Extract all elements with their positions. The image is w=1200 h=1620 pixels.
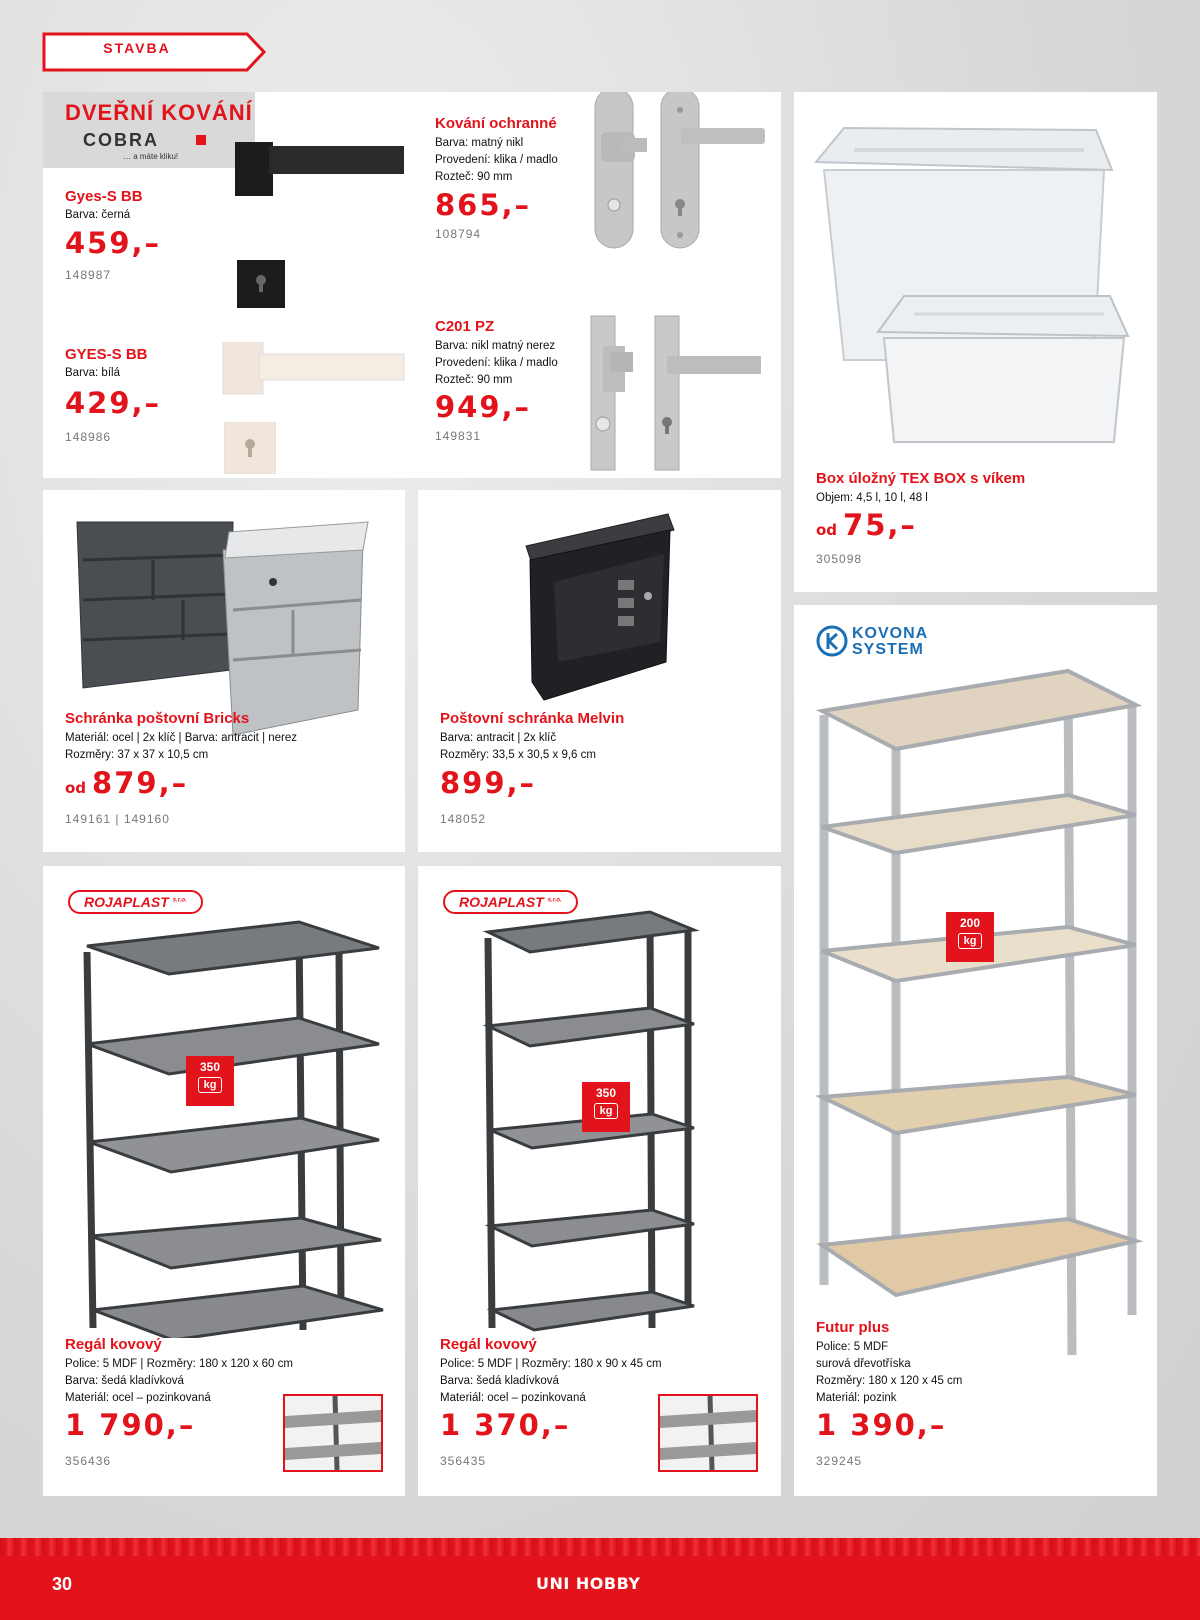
product-code: 149161 | 149160 [65, 812, 170, 826]
weight-icon: kg [958, 933, 983, 949]
product-spec: Police: 5 MDF [816, 1341, 889, 1353]
product-code: 148052 [440, 812, 487, 826]
product-code: 148986 [65, 430, 112, 444]
product-price: 1 390,– [816, 1408, 947, 1442]
card-futur [794, 605, 1157, 1496]
load-value: 200 [959, 916, 981, 930]
brand-name: ROJAPLAST [459, 894, 544, 910]
product-spec: Barva: šedá kladívková [440, 1375, 559, 1387]
weight-icon: kg [198, 1077, 223, 1093]
product-title: Gyes-S BB [65, 188, 143, 205]
product-code: 356435 [440, 1454, 487, 1468]
product-spec: Barva: bílá [65, 367, 120, 379]
product-price: 865,– [435, 188, 532, 222]
kovona-logo-icon [816, 625, 848, 657]
footer-grunge [0, 1538, 1200, 1556]
shelf-detail-image [660, 1396, 756, 1470]
black-handle-image [233, 140, 408, 200]
load-value: 350 [595, 1086, 617, 1100]
product-code: 329245 [816, 1454, 863, 1468]
card-bricks [43, 490, 405, 852]
product-spec: Rozteč: 90 mm [435, 171, 513, 183]
cobra-logo-square-icon [196, 135, 206, 145]
detail-thumbnail [658, 1394, 758, 1472]
product-title: Poštovní schránka Melvin [440, 710, 625, 727]
shelf-galvanized-image [816, 665, 1146, 1365]
product-price: 949,– [435, 390, 532, 424]
product-spec: Barva: černá [65, 209, 131, 221]
white-rosette-image [224, 422, 276, 474]
price-value: 75,– [843, 508, 917, 542]
product-price: 1 370,– [440, 1408, 571, 1442]
product-title: Regál kovový [65, 1336, 162, 1353]
product-spec: Provedení: klika / madlo [435, 357, 558, 369]
product-spec: Materiál: ocel – pozinkovaná [65, 1392, 211, 1404]
product-price [65, 766, 188, 800]
product-spec: Barva: šedá kladívková [65, 1375, 184, 1387]
product-code: 108794 [435, 227, 482, 241]
footer-bar [0, 1538, 1200, 1620]
unihobby-logo: UNI HOBBY [536, 1574, 641, 1593]
product-spec: Rozměry: 37 x 37 x 10,5 cm [65, 749, 209, 761]
brand-suffix: s.r.o. [547, 897, 562, 904]
product-spec: Objem: 4,5 l, 10 l, 48 l [816, 492, 928, 504]
card-door-handles [43, 92, 781, 478]
melvin-mailbox-image [518, 512, 678, 702]
product-spec: Rozteč: 90 mm [435, 374, 513, 386]
card-regal-120 [43, 866, 405, 1496]
brand-suffix: s.r.o. [172, 897, 187, 904]
card-regal-90 [418, 866, 781, 1496]
product-spec: Police: 5 MDF | Rozměry: 180 x 120 x 60 cm [65, 1358, 293, 1370]
product-price: 899,– [440, 766, 537, 800]
product-price: 1 790,– [65, 1408, 196, 1442]
shelf-detail-image [285, 1396, 381, 1470]
product-spec: Rozměry: 33,5 x 30,5 x 9,6 cm [440, 749, 596, 761]
product-spec: Provedení: klika / madlo [435, 154, 558, 166]
load-value: 350 [199, 1060, 221, 1074]
product-code: 305098 [816, 552, 863, 566]
product-spec: Barva: matný nikl [435, 137, 524, 149]
kovona-line2: SYSTEM [852, 641, 924, 658]
price-prefix: od [816, 521, 838, 539]
product-spec: Rozměry: 180 x 120 x 45 cm [816, 1375, 963, 1387]
card-melvin [418, 490, 781, 852]
weight-icon: kg [594, 1103, 619, 1119]
load-capacity-badge [186, 1056, 234, 1106]
product-spec: Police: 5 MDF | Rozměry: 180 x 90 x 45 cm [440, 1358, 662, 1370]
product-price [816, 508, 917, 542]
brand-name: ROJAPLAST [84, 894, 169, 910]
product-spec: Materiál: ocel | 2x klíč | Barva: antracit | nerez [65, 732, 298, 744]
product-price: 459,– [65, 226, 162, 260]
product-title: GYES-S BB [65, 346, 148, 363]
product-price: 429,– [65, 386, 162, 420]
product-spec: Barva: nikl matný nerez [435, 340, 556, 352]
product-spec: surová dřevotříska [816, 1358, 911, 1370]
product-code: 149831 [435, 429, 482, 443]
kovona-line1: KOVONA [852, 625, 929, 642]
bricks-mailbox-image [73, 510, 383, 740]
banner-title: DVEŘNÍ KOVÁNÍ [65, 100, 253, 125]
white-handle-image [221, 342, 406, 396]
c201-handle-image [589, 314, 765, 474]
detail-thumbnail [283, 1394, 383, 1472]
protective-handle-image [591, 92, 771, 252]
card-texbox [794, 92, 1157, 592]
load-capacity-badge [582, 1082, 630, 1132]
price-value: 879,– [92, 766, 189, 800]
section-label: STAVBA [103, 40, 171, 56]
product-title: Kování ochranné [435, 115, 557, 132]
rojaplast-logo [68, 890, 203, 914]
cobra-banner [43, 92, 255, 168]
product-title: Schránka poštovní Bricks [65, 710, 250, 727]
product-spec: Materiál: ocel – pozinkovaná [440, 1392, 586, 1404]
product-code: 356436 [65, 1454, 112, 1468]
shelf-dark-image [79, 918, 399, 1338]
product-title: Futur plus [816, 1319, 890, 1336]
price-prefix: od [65, 779, 87, 797]
cobra-slogan: … a máte kliku! [123, 152, 179, 161]
load-capacity-badge [946, 912, 994, 962]
storage-box-image [814, 120, 1134, 460]
cobra-logo: COBRA [83, 130, 159, 150]
product-spec: Barva: antracit | 2x klíč [440, 732, 557, 744]
product-title: Regál kovový [440, 1336, 537, 1353]
product-title: Box úložný TEX BOX s víkem [816, 470, 1026, 487]
product-spec: Materiál: pozink [816, 1392, 897, 1404]
page-number: 30 [52, 1574, 73, 1594]
black-rosette-image [237, 260, 285, 308]
product-title: C201 PZ [435, 318, 495, 335]
product-code: 148987 [65, 268, 112, 282]
